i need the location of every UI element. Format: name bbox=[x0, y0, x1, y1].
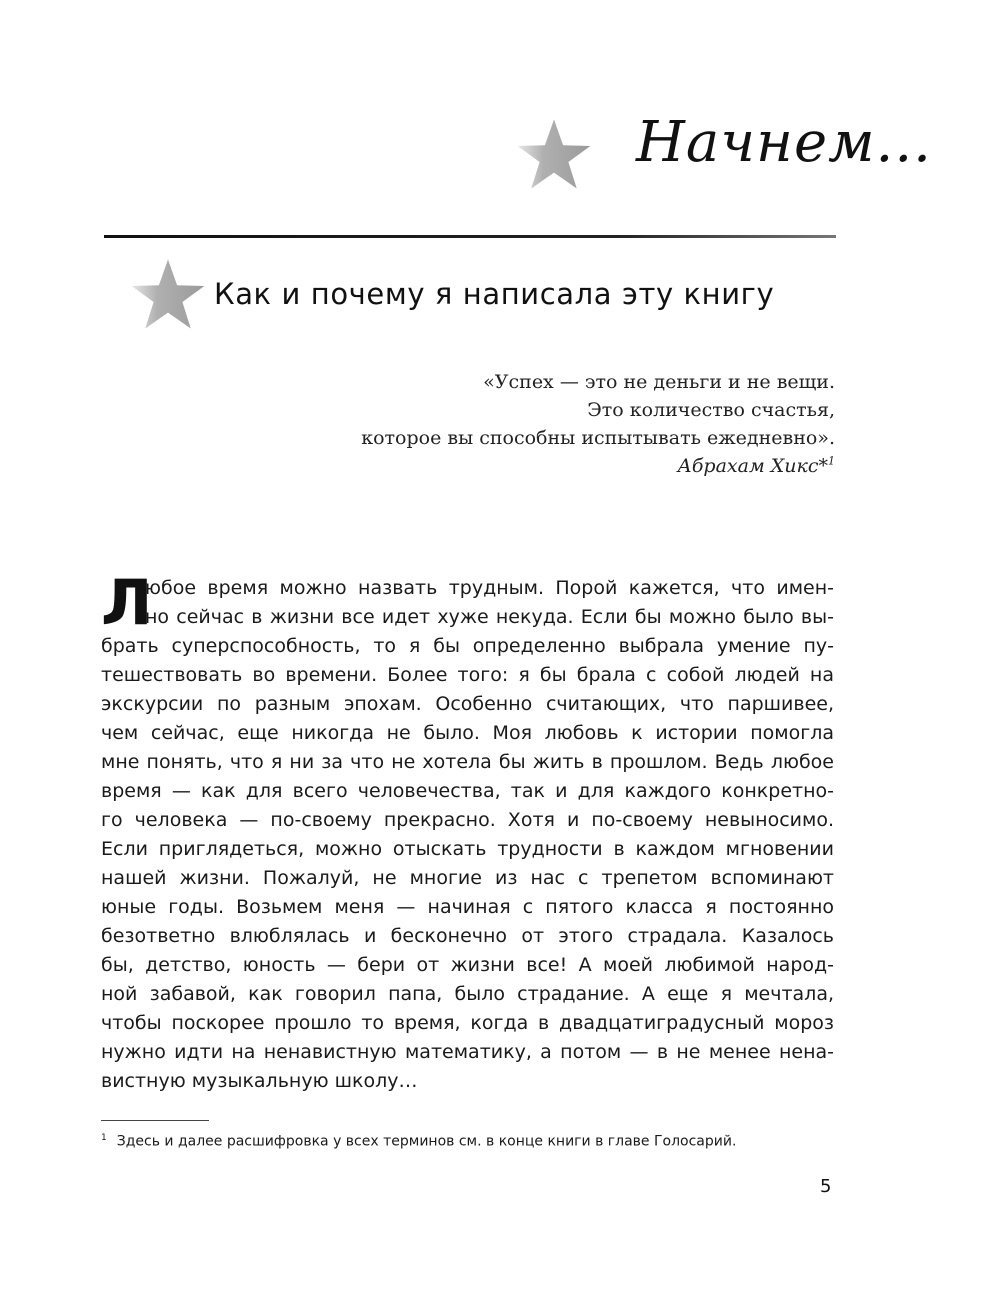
epigraph-line: Это количество счастья, bbox=[587, 399, 835, 421]
body-line: вистную музыкальную школу… bbox=[101, 1070, 418, 1092]
body-line: экскурсии по разным эпохам. Особенно считающих, что паршивее, bbox=[101, 693, 834, 715]
footnote-divider bbox=[101, 1120, 209, 1121]
body-line: го человека — по-своему прекрасно. Хотя и по-своему невыносимо. bbox=[101, 809, 834, 831]
body-line: юбое время можно назвать трудным. Порой кажется, что имен- bbox=[145, 577, 834, 599]
epigraph-author: Абрахам Хикс*$^1$ bbox=[677, 454, 835, 477]
epigraph-line: которое вы способны испытывать ежедневно». bbox=[361, 427, 835, 449]
body-line: время — как для всего человечества, так и для каждого конкретно- bbox=[101, 780, 834, 802]
star-icon bbox=[516, 118, 592, 190]
footnote-marker: 1 bbox=[101, 1133, 107, 1143]
footnote-reference: 1 bbox=[828, 454, 835, 468]
body-line: Если приглядеться, можно отыскать трудности в каждом мгновении bbox=[101, 838, 834, 860]
body-line: бы, детство, юность — бери от жизни все! А моей любимой народ- bbox=[101, 954, 834, 976]
body-line: брать суперспособность, то я бы определенно выбрала умение пу- bbox=[101, 635, 834, 657]
body-line: чем сейчас, еще никогда не было. Моя любовь к истории помогла bbox=[101, 722, 834, 744]
body-line: юные годы. Возьмем меня — начиная с пятого класса я постоянно bbox=[101, 896, 834, 918]
page-number: 5 bbox=[820, 1176, 832, 1197]
footnote bbox=[101, 1128, 841, 1152]
chapter-title: Начнем... bbox=[636, 110, 932, 175]
body-line: нужно идти на ненавистную математику, а потом — в не менее нена- bbox=[101, 1041, 834, 1063]
drop-cap: Л bbox=[101, 566, 153, 639]
epigraph-line: «Успех — это не деньги и не вещи. bbox=[483, 371, 835, 393]
body-line: нашей жизни. Пожалуй, не многие из нас с трепетом вспоминают bbox=[101, 867, 834, 889]
body-line: безответно влюблялась и бесконечно от этого страдала. Казалось bbox=[101, 925, 834, 947]
body-line: тешествовать во времени. Более того: я бы брала с собой людей на bbox=[101, 664, 834, 686]
body-paragraph bbox=[101, 566, 834, 1096]
section-heading: Как и почему я написала эту книгу bbox=[214, 277, 775, 311]
body-line: ной забавой, как говорил папа, было страдание. А еще я мечтала, bbox=[101, 983, 834, 1005]
body-line: чтобы поскорее прошло то время, когда в двадцатиградусный мороз bbox=[101, 1012, 834, 1034]
star-icon bbox=[130, 258, 206, 330]
body-line: мне понять, что я ни за что не хотела бы жить в прошлом. Ведь любое bbox=[101, 751, 834, 773]
heading-divider bbox=[104, 235, 836, 238]
footnote-text: Здесь и далее расшифровка у всех терминов см. в конце книги в главе Голосарий. bbox=[116, 1133, 737, 1150]
body-line: но сейчас в жизни все идет хуже некуда. Если бы можно было вы- bbox=[145, 606, 834, 628]
epigraph bbox=[275, 368, 835, 480]
